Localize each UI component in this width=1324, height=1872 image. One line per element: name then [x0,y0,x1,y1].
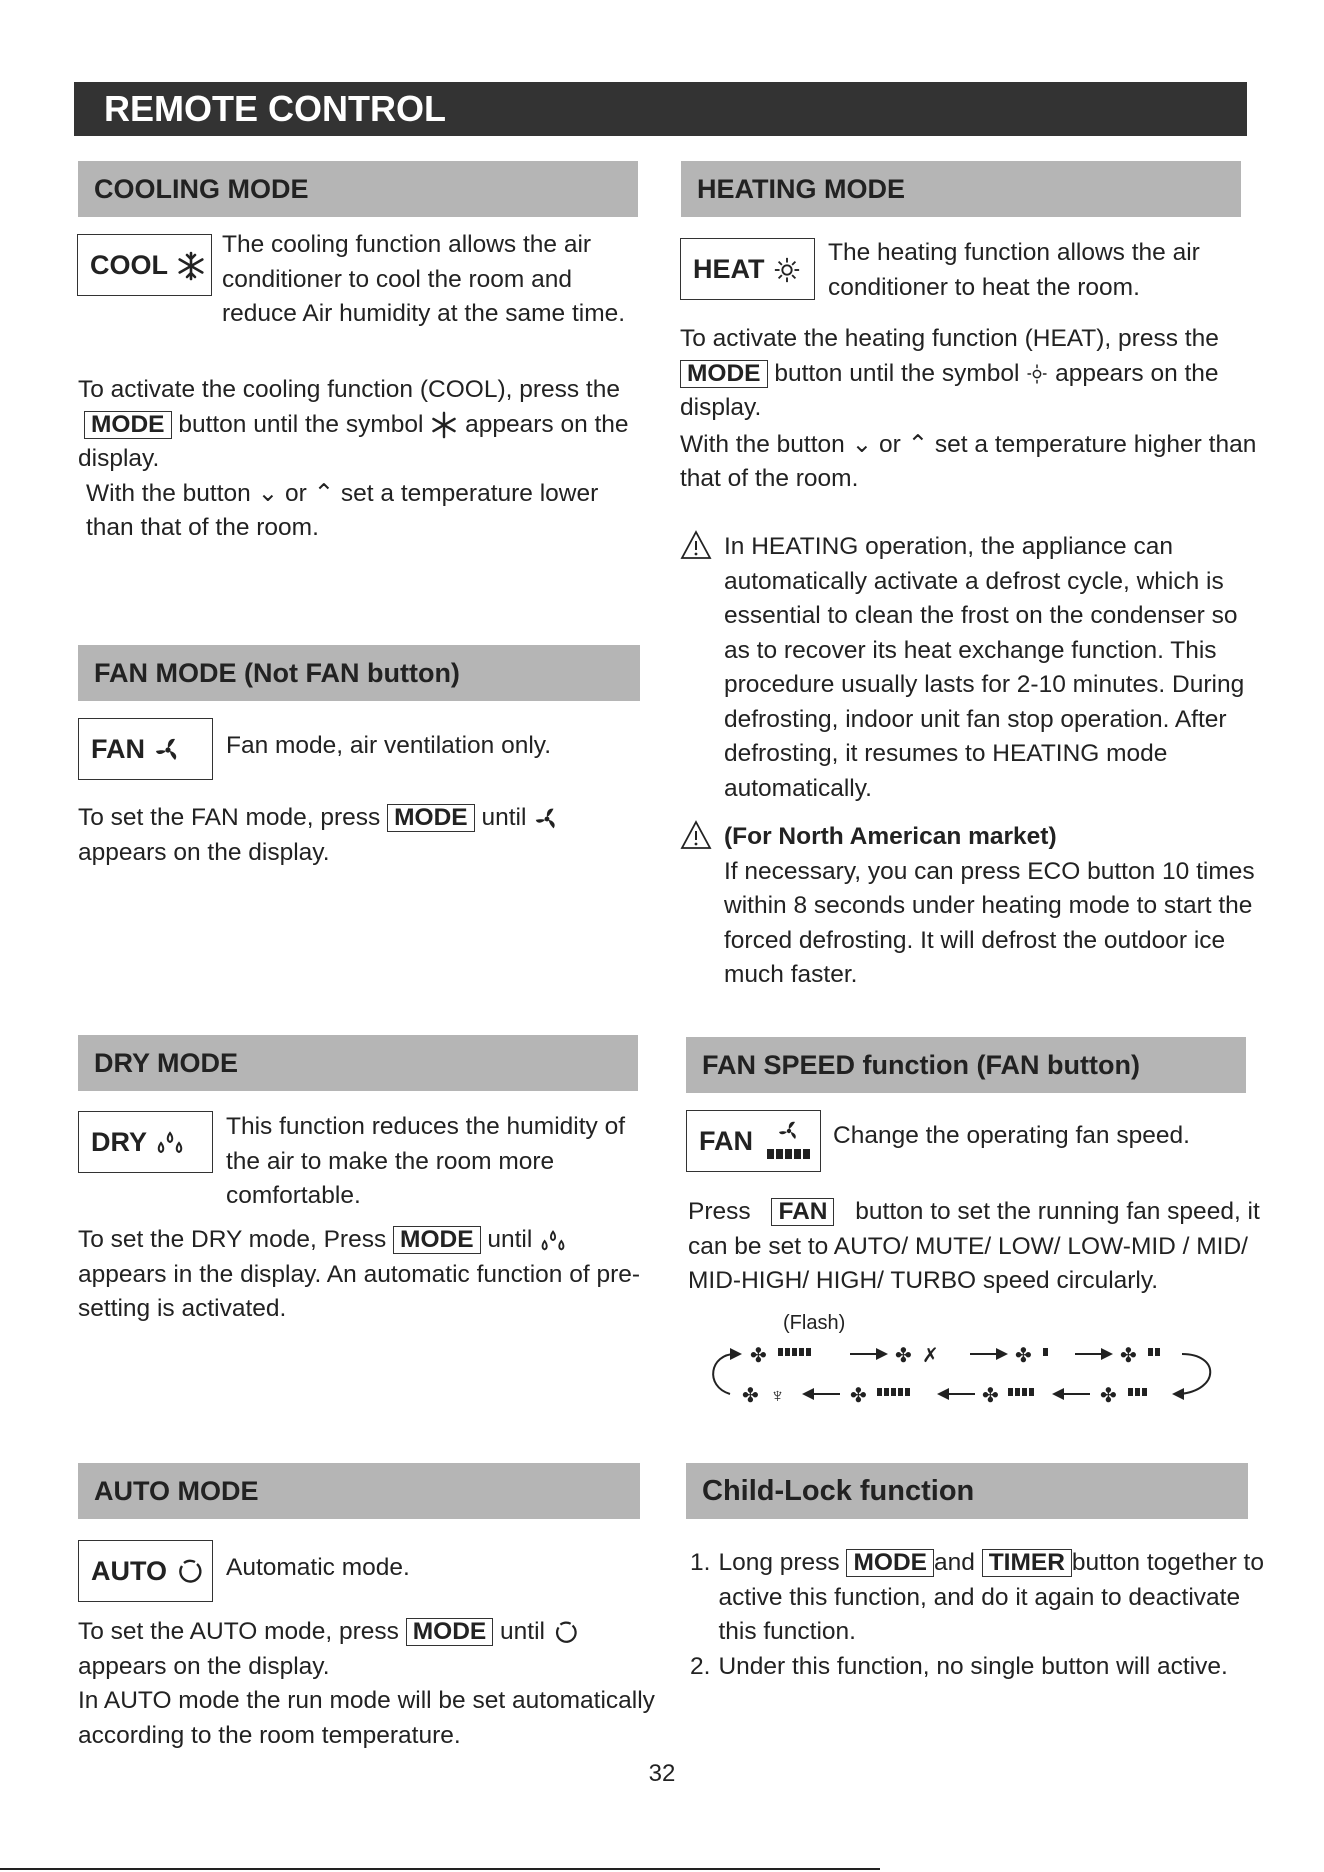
mode-button-label: MODE [387,804,475,832]
heat-mode-box [680,238,815,300]
auto-mode-text: appears on the display. [78,1652,330,1680]
sun-icon [1026,360,1048,387]
dry-mode-instructions [78,1223,648,1327]
list-item-text: Under this function, no single button will active. [718,1652,1228,1680]
chevron-down-icon: ⌄ [851,430,873,458]
north-america-note-text: If necessary, you can press ECO button 10 times within 8 seconds under heating mode to start the forced defrosting. It will defrost the outdoor ice much faster. [724,857,1255,988]
auto-mode-text: To set the AUTO mode, press [78,1618,399,1645]
svg-text:✤: ✤ [742,1385,759,1407]
heating-paragraph-1 [680,322,1260,426]
mode-button-label: MODE [406,1618,494,1646]
fan-speed-text: button to set the running fan speed, it can be set to AUTO/ MUTE/ LOW/ LOW-MID / MID/ MID-HIGH/ HIGH/ TURBO speed circularly. [688,1198,1260,1294]
auto-cycle-icon [552,1618,580,1645]
heating-text: To activate the heating function (HEAT), press the [680,325,1219,352]
list-number: 2. [690,1652,711,1680]
list-item [690,1650,1280,1685]
child-lock-heading: Child-Lock function [686,1463,1248,1519]
timer-button-label: TIMER [982,1549,1072,1577]
fan-mode-description: Fan mode, air ventilation only. [226,732,552,759]
snowflake-icon [430,411,458,438]
fan-speed-instructions [688,1195,1268,1299]
fan-button-label: FAN [771,1198,834,1226]
dry-box-label: DRY [91,1126,148,1157]
list-item [690,1546,1280,1650]
dry-mode-text: appears in the display. An automatic function of pre-setting is activated. [78,1260,641,1322]
svg-text:♆: ♆ [770,1385,785,1407]
dry-mode-box [78,1111,213,1173]
svg-text:✗: ✗ [922,1345,939,1367]
svg-text:✤: ✤ [1015,1345,1032,1367]
child-lock-text: button together to active this function, and do it again to deactivate this function. [718,1549,1264,1645]
cooling-text: With the button [86,479,251,507]
child-lock-text: and [933,1549,975,1576]
fan-speed-box [686,1110,821,1172]
svg-text:✤: ✤ [850,1385,867,1407]
fan-speed-description: Change the operating fan speed. [833,1122,1190,1149]
dry-mode-text: until [487,1226,533,1253]
sun-icon [773,254,801,285]
cooling-text: set a temperature lower than that of the room. [86,479,599,541]
list-number: 1. [690,1549,711,1576]
child-lock-list [690,1546,1280,1684]
warning-triangle-icon [680,820,714,993]
cool-box-label: COOL [90,249,168,280]
north-america-note-title: (For North American market) [724,823,1057,850]
dry-mode-heading: DRY MODE [78,1035,638,1091]
droplets-icon [155,1127,185,1158]
list-item-text [718,1546,1280,1650]
heating-defrost-note [680,530,1270,806]
auto-mode-instructions [78,1615,658,1753]
svg-text:✤: ✤ [1120,1345,1137,1367]
defrost-note-text: In HEATING operation, the appliance can automatically activate a defrost cycle, which is essential to clean the frost on the condenser so as to recover its heat exchange function. This procedure usually lasts for 2-10 minutes. During defrosting, indoor unit fan stop operation. After defrosting, it resumes to HEATING mode automatically. [724,533,1245,802]
cooling-text: To activate the cooling function (COOL), press the [78,376,620,403]
auto-box-label: AUTO [91,1555,168,1586]
svg-text:✤: ✤ [1100,1385,1117,1407]
cooling-text: or [284,479,307,507]
warning-triangle-icon [680,530,714,806]
heating-mode-heading: HEATING MODE [681,161,1241,217]
mode-button-label: MODE [393,1226,481,1254]
heating-description: The heating function allows the air conditioner to heat the room. [828,239,1200,301]
page-title: REMOTE CONTROL [74,82,1247,136]
cooling-paragraph-1 [78,373,648,477]
fan-box-label: FAN [91,733,145,764]
chevron-up-icon: ⌃ [907,430,929,458]
fan-icon [533,804,561,831]
auto-paragraph-1 [78,1615,658,1684]
fan-speed-text: Press [688,1198,751,1225]
cooling-text: appears on the display. [78,410,629,472]
mode-button-label: MODE [846,1549,934,1577]
chevron-up-icon: ⌃ [313,479,335,507]
page-number: 32 [648,1760,676,1787]
fan-mode-text: until [481,804,527,831]
auto-mode-box [78,1540,213,1602]
fan-mode-box [78,718,213,780]
fan-mode-text: To set the FAN mode, press [78,804,381,831]
child-lock-text: Long press [718,1549,840,1576]
cooling-description: The cooling function allows the air conditioner to cool the room and reduce Air humidity at the same time. [222,231,626,327]
fan-speed-cycle-svg [700,1330,1220,1420]
chevron-down-icon: ⌄ [257,479,279,507]
heat-box-label: HEAT [693,253,765,284]
auto-mode-heading: AUTO MODE [78,1463,640,1519]
fan-icon [153,733,183,765]
svg-text:✤: ✤ [750,1345,767,1367]
snowflake-icon [176,249,206,281]
heating-text: button until the symbol [774,359,1020,387]
mode-button-label: MODE [680,360,768,388]
heating-instructions [680,322,1260,497]
auto-cycle-icon [175,1556,205,1587]
heating-text: appears on the display. [680,359,1219,421]
auto-paragraph-2: In AUTO mode the run mode will be set automatically according to the room temperature. [78,1687,655,1749]
north-america-note-body [724,820,1260,993]
fan-mode-text: appears on the display. [78,838,330,866]
north-america-note [680,820,1260,993]
heating-text: or [878,430,901,458]
droplets-icon [539,1226,567,1253]
cooling-text: button until the symbol [178,410,424,438]
svg-text:✤: ✤ [895,1345,912,1367]
cooling-paragraph-2 [78,477,648,546]
cooling-mode-heading: COOLING MODE [78,161,638,217]
heating-text: With the button [680,430,845,458]
bottom-divider [0,1868,880,1870]
fan-mode-heading: FAN MODE (Not FAN button) [78,645,640,701]
fan-speed-box-label: FAN [699,1125,753,1156]
auto-mode-text: until [500,1618,545,1645]
dry-mode-text: To set the DRY mode, Press [78,1226,387,1253]
fan-speed-bars-icon [761,1121,817,1161]
fan-speed-heading: FAN SPEED function (FAN button) [686,1037,1246,1093]
cool-mode-box [77,234,212,296]
cooling-instructions [78,373,648,546]
heating-text: set a temperature higher than that of the room. [680,430,1257,492]
svg-text:✤: ✤ [982,1385,999,1407]
fan-mode-instructions [78,801,638,870]
auto-mode-description: Automatic mode. [226,1554,410,1581]
fan-speed-cycle-diagram [700,1330,1220,1420]
heating-paragraph-2 [680,428,1260,497]
dry-mode-description: This function reduces the humidity of the air to make the room more comfortable. [226,1113,626,1209]
flash-label: (Flash) [783,1312,846,1334]
mode-button-label: MODE [84,411,172,439]
